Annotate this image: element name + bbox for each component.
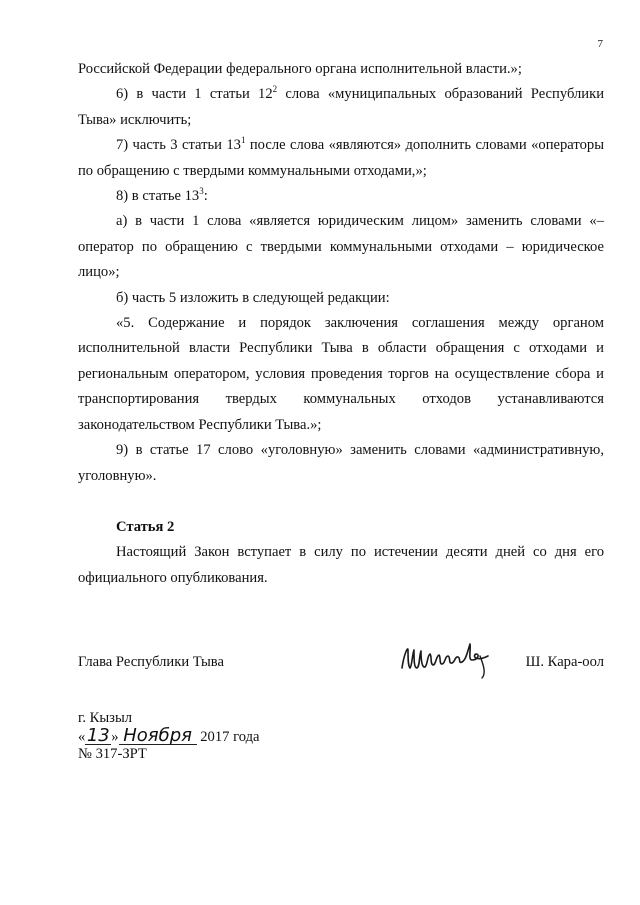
paragraph-4: [78, 184, 604, 209]
document-body: [78, 57, 604, 591]
paragraph-3: [78, 133, 604, 184]
date-close-quote: »: [111, 729, 119, 745]
paragraph-3-text-a: 7) часть 3 статьи 13: [116, 137, 241, 154]
paragraph-2: [78, 82, 604, 133]
paragraph-8: 9) в статье 17 слово «уголовную» заменить словами «административную, уголовную».: [78, 442, 604, 484]
signatory-position: Глава Республики Тыва: [78, 654, 224, 670]
date-day-handwritten: 13: [86, 725, 110, 746]
paragraph-1: Российской Федерации федерального органа исполнительной власти.»;: [78, 61, 522, 77]
paragraph-2-superscript: 2: [272, 84, 278, 95]
paragraph-2-text-b: слова «муниципальных образований Республики Тыва» исключить;: [78, 86, 605, 128]
date-open-quote: «: [78, 729, 86, 745]
place-and-date: [78, 710, 260, 763]
paragraph-3-superscript: 1: [240, 135, 246, 146]
date-line: [78, 727, 260, 746]
law-number: № 317-ЗРТ: [78, 746, 147, 762]
paragraph-2-text-a: 6) в части 1 статьи 12: [116, 86, 273, 103]
date-month-handwritten: Ноября: [119, 727, 197, 745]
article-2-title: Статья 2: [116, 518, 175, 535]
paragraph-4-text-a: 8) в статье 13: [116, 188, 200, 205]
city: г. Кызыл: [78, 710, 133, 726]
paragraph-4-text-b: :: [203, 188, 208, 205]
handwritten-signature: [396, 636, 496, 682]
paragraph-3-text-b: после слова «являются» дополнить словами «операторы по обращению с твердыми коммунальными отходами,»;: [78, 137, 604, 179]
date-year: 2017 года: [200, 729, 260, 745]
paragraph-9: Настоящий Закон вступает в силу по истечении десяти дней со дня его официального опубликования.: [78, 544, 604, 586]
page-number: 7: [597, 38, 603, 50]
paragraph-6: б) часть 5 изложить в следующей редакции:: [116, 289, 390, 306]
paragraph-5: а) в части 1 слова «является юридическим лицом» заменить словами «– оператор по обращению с твердыми коммунальными отходами – юридическое лицо»;: [78, 213, 604, 281]
signature-row: [78, 650, 604, 690]
signatory-name: Ш. Кара-оол: [525, 654, 604, 670]
paragraph-4-superscript: 3: [199, 186, 204, 197]
paragraph-7: «5. Содержание и порядок заключения соглашения между органом исполнительной власти Республики Тыва в области обращения с отходами и региональным оператором, условия проведения торгов на осуществление сбора и транспортирования твердых коммунальных отходов устанавливаются законодательством Республики Тыва.»;: [78, 315, 604, 433]
